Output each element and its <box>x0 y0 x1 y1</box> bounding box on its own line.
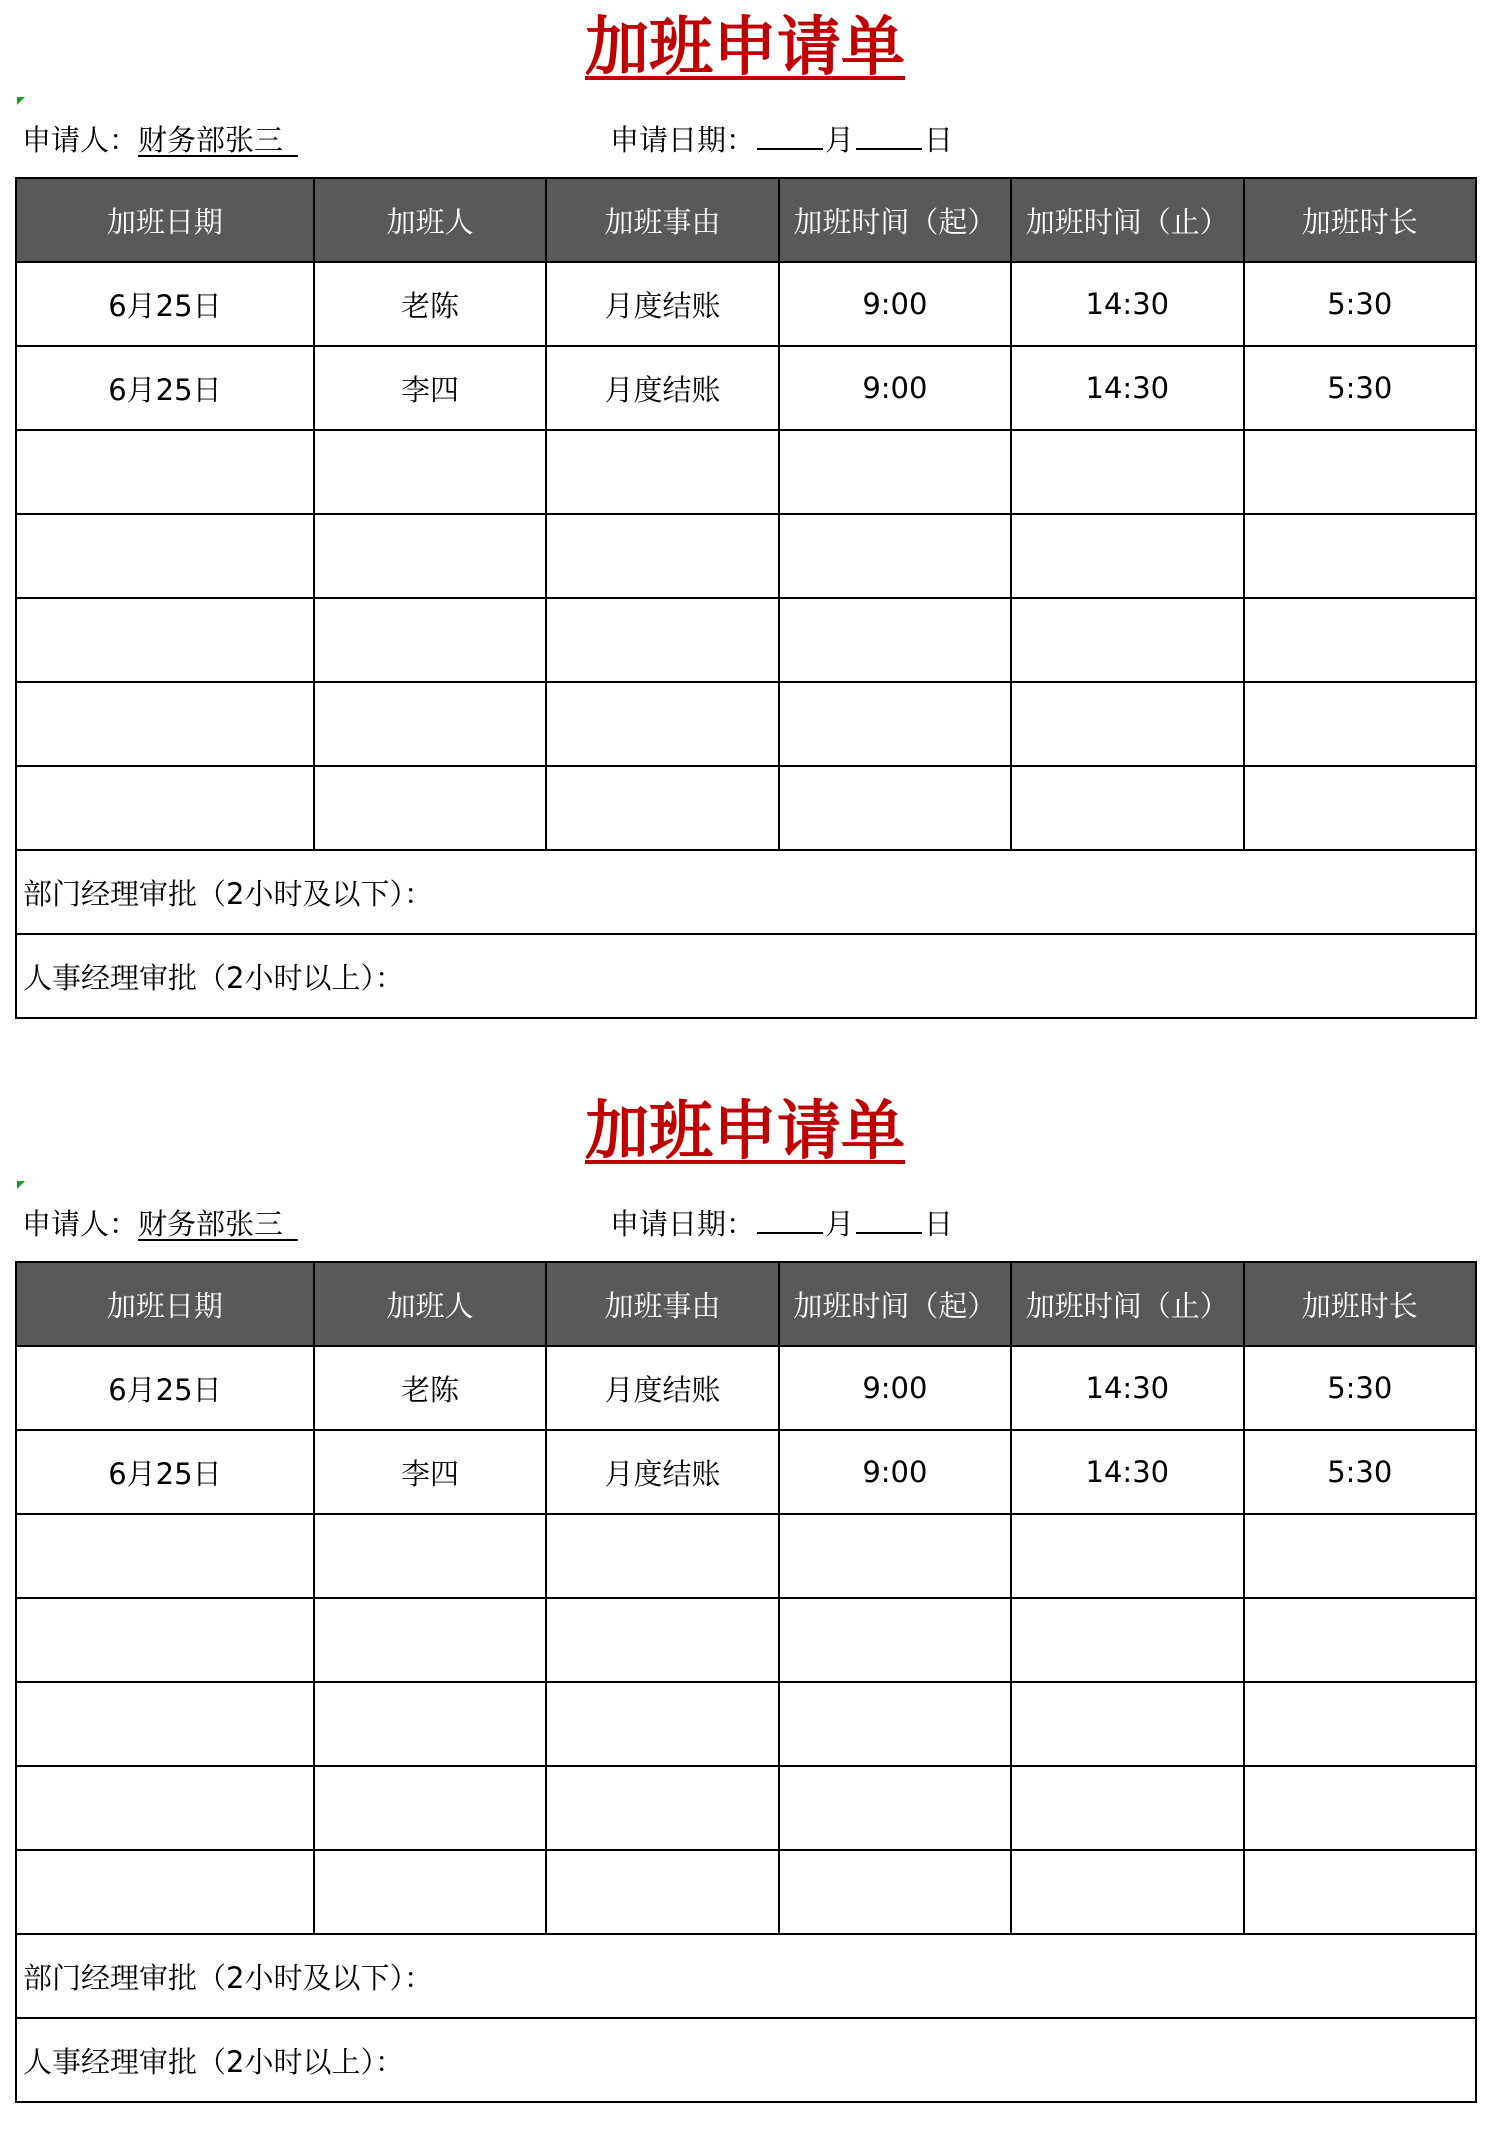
cell-person[interactable] <box>314 430 546 514</box>
cell-end[interactable]: 14:30 <box>1011 262 1243 346</box>
table-row <box>16 262 1476 346</box>
cell-end[interactable] <box>1011 1514 1243 1598</box>
cell-duration[interactable] <box>1244 1598 1476 1682</box>
cell-duration[interactable] <box>1244 1850 1476 1934</box>
table-row <box>16 1430 1476 1514</box>
cell-start[interactable]: 9:00 <box>779 262 1011 346</box>
cell-duration[interactable] <box>1244 1682 1476 1766</box>
cell-person[interactable] <box>314 1766 546 1850</box>
applicant-value[interactable]: 财务部张三_ <box>138 1207 298 1241</box>
hr-manager-approval-cell[interactable]: 人事经理审批（2小时以上）： <box>16 2018 1476 2102</box>
cell-person[interactable] <box>314 1514 546 1598</box>
table-header-row <box>16 178 1476 262</box>
cell-end[interactable] <box>1011 1682 1243 1766</box>
cell-start[interactable] <box>779 514 1011 598</box>
cell-person[interactable] <box>314 766 546 850</box>
cell-date[interactable] <box>16 430 314 514</box>
cell-person[interactable] <box>314 682 546 766</box>
table-row <box>16 514 1476 598</box>
form-title: 加班申请单 <box>585 1095 905 1169</box>
cell-start[interactable]: 9:00 <box>779 1430 1011 1514</box>
cell-person[interactable] <box>314 1598 546 1682</box>
day-blank[interactable] <box>856 1202 922 1234</box>
cell-end[interactable] <box>1011 682 1243 766</box>
dept-manager-approval-cell[interactable]: 部门经理审批（2小时及以下）： <box>16 1934 1476 2018</box>
cell-end[interactable] <box>1011 766 1243 850</box>
cell-duration[interactable]: 5:30 <box>1244 262 1476 346</box>
header-overtime-date: 加班日期 <box>16 1262 314 1346</box>
cell-start[interactable] <box>779 430 1011 514</box>
cell-reason[interactable] <box>546 1682 778 1766</box>
cell-reason[interactable]: 月度结账 <box>546 262 778 346</box>
cell-person[interactable]: 老陈 <box>314 262 546 346</box>
cell-reason[interactable] <box>546 1514 778 1598</box>
header-overtime-end: 加班时间（止） <box>1011 178 1243 262</box>
cell-date[interactable]: 6月25日 <box>16 346 314 430</box>
month-blank[interactable] <box>757 118 823 150</box>
cell-person[interactable]: 李四 <box>314 1430 546 1514</box>
cell-end[interactable] <box>1011 1850 1243 1934</box>
header-overtime-end: 加班时间（止） <box>1011 1262 1243 1346</box>
table-row <box>16 598 1476 682</box>
cell-duration[interactable]: 5:30 <box>1244 1430 1476 1514</box>
cell-duration[interactable]: 5:30 <box>1244 346 1476 430</box>
dept-manager-approval-row <box>16 850 1476 934</box>
cell-person[interactable] <box>314 1682 546 1766</box>
table-row <box>16 1766 1476 1850</box>
cell-person[interactable] <box>314 514 546 598</box>
cell-start[interactable] <box>779 1598 1011 1682</box>
table-row <box>16 430 1476 514</box>
dept-manager-approval-row <box>16 1934 1476 2018</box>
cell-reason[interactable] <box>546 1850 778 1934</box>
applicant-value[interactable]: 财务部张三_ <box>138 123 298 157</box>
cell-reason[interactable] <box>546 598 778 682</box>
month-label: 月 <box>825 1207 855 1241</box>
cell-start[interactable] <box>779 1514 1011 1598</box>
dept-manager-approval-cell[interactable]: 部门经理审批（2小时及以下）： <box>16 850 1476 934</box>
table-row <box>16 1598 1476 1682</box>
applicant-label: 申请人： <box>22 1207 139 1241</box>
cell-duration[interactable] <box>1244 1766 1476 1850</box>
application-date-line <box>610 118 953 162</box>
cell-reason[interactable] <box>546 1598 778 1682</box>
header-overtime-person: 加班人 <box>314 178 546 262</box>
cell-comment-marker-icon <box>17 97 25 105</box>
cell-person[interactable] <box>314 1850 546 1934</box>
cell-person[interactable]: 老陈 <box>314 1346 546 1430</box>
cell-date[interactable] <box>16 1598 314 1682</box>
cell-reason[interactable]: 月度结账 <box>546 1430 778 1514</box>
header-overtime-start: 加班时间（起） <box>779 1262 1011 1346</box>
cell-date[interactable] <box>16 1850 314 1934</box>
cell-duration[interactable] <box>1244 766 1476 850</box>
cell-date[interactable]: 6月25日 <box>16 1430 314 1514</box>
cell-start[interactable]: 9:00 <box>779 1346 1011 1430</box>
cell-end[interactable] <box>1011 430 1243 514</box>
cell-reason[interactable]: 月度结账 <box>546 346 778 430</box>
cell-duration[interactable] <box>1244 430 1476 514</box>
day-label: 日 <box>924 1207 954 1241</box>
cell-date[interactable] <box>16 1514 314 1598</box>
table-row <box>16 766 1476 850</box>
cell-start[interactable]: 9:00 <box>779 346 1011 430</box>
cell-comment-marker-icon <box>17 1181 25 1189</box>
cell-person[interactable]: 李四 <box>314 346 546 430</box>
cell-end[interactable] <box>1011 598 1243 682</box>
cell-duration[interactable]: 5:30 <box>1244 1346 1476 1430</box>
table-row <box>16 1514 1476 1598</box>
month-blank[interactable] <box>757 1202 823 1234</box>
header-overtime-date: 加班日期 <box>16 178 314 262</box>
header-overtime-person: 加班人 <box>314 1262 546 1346</box>
header-overtime-start: 加班时间（起） <box>779 178 1011 262</box>
cell-end[interactable]: 14:30 <box>1011 1346 1243 1430</box>
cell-reason[interactable] <box>546 514 778 598</box>
header-overtime-reason: 加班事由 <box>546 1262 778 1346</box>
cell-date[interactable] <box>16 514 314 598</box>
cell-duration[interactable] <box>1244 514 1476 598</box>
cell-start[interactable] <box>779 598 1011 682</box>
cell-date[interactable] <box>16 1766 314 1850</box>
day-blank[interactable] <box>856 118 922 150</box>
cell-date[interactable] <box>16 682 314 766</box>
cell-reason[interactable] <box>546 430 778 514</box>
cell-person[interactable] <box>314 598 546 682</box>
cell-end[interactable] <box>1011 1766 1243 1850</box>
overtime-table <box>15 177 1477 1019</box>
cell-start[interactable] <box>779 1850 1011 1934</box>
header-overtime-duration: 加班时长 <box>1244 1262 1476 1346</box>
day-label: 日 <box>924 123 954 157</box>
cell-reason[interactable] <box>546 1766 778 1850</box>
table-row <box>16 1346 1476 1430</box>
cell-date[interactable] <box>16 766 314 850</box>
overtime-form-2 <box>0 1084 1490 2142</box>
cell-end[interactable]: 14:30 <box>1011 1430 1243 1514</box>
applicant-line <box>22 1202 298 1246</box>
cell-date[interactable]: 6月25日 <box>16 262 314 346</box>
form-title: 加班申请单 <box>585 11 905 85</box>
date-label: 申请日期： <box>610 1207 756 1241</box>
cell-date[interactable] <box>16 598 314 682</box>
applicant-line <box>22 118 298 162</box>
month-label: 月 <box>825 123 855 157</box>
cell-start[interactable] <box>779 682 1011 766</box>
table-row <box>16 1682 1476 1766</box>
cell-reason[interactable] <box>546 766 778 850</box>
table-row <box>16 346 1476 430</box>
cell-duration[interactable] <box>1244 1514 1476 1598</box>
cell-duration[interactable] <box>1244 682 1476 766</box>
cell-reason[interactable]: 月度结账 <box>546 1346 778 1430</box>
cell-start[interactable] <box>779 1682 1011 1766</box>
table-header-row <box>16 1262 1476 1346</box>
applicant-label: 申请人： <box>22 123 139 157</box>
cell-end[interactable]: 14:30 <box>1011 346 1243 430</box>
hr-manager-approval-cell[interactable]: 人事经理审批（2小时以上）： <box>16 934 1476 1018</box>
table-row <box>16 1850 1476 1934</box>
overtime-form-1 <box>0 0 1490 1058</box>
header-overtime-duration: 加班时长 <box>1244 178 1476 262</box>
hr-manager-approval-row <box>16 2018 1476 2102</box>
cell-end[interactable] <box>1011 1598 1243 1682</box>
cell-reason[interactable] <box>546 682 778 766</box>
cell-start[interactable] <box>779 1766 1011 1850</box>
table-row <box>16 682 1476 766</box>
date-label: 申请日期： <box>610 123 756 157</box>
hr-manager-approval-row <box>16 934 1476 1018</box>
cell-end[interactable] <box>1011 514 1243 598</box>
cell-date[interactable] <box>16 1682 314 1766</box>
application-date-line <box>610 1202 953 1246</box>
header-overtime-reason: 加班事由 <box>546 178 778 262</box>
cell-date[interactable]: 6月25日 <box>16 1346 314 1430</box>
overtime-table <box>15 1261 1477 2103</box>
cell-duration[interactable] <box>1244 598 1476 682</box>
cell-start[interactable] <box>779 766 1011 850</box>
